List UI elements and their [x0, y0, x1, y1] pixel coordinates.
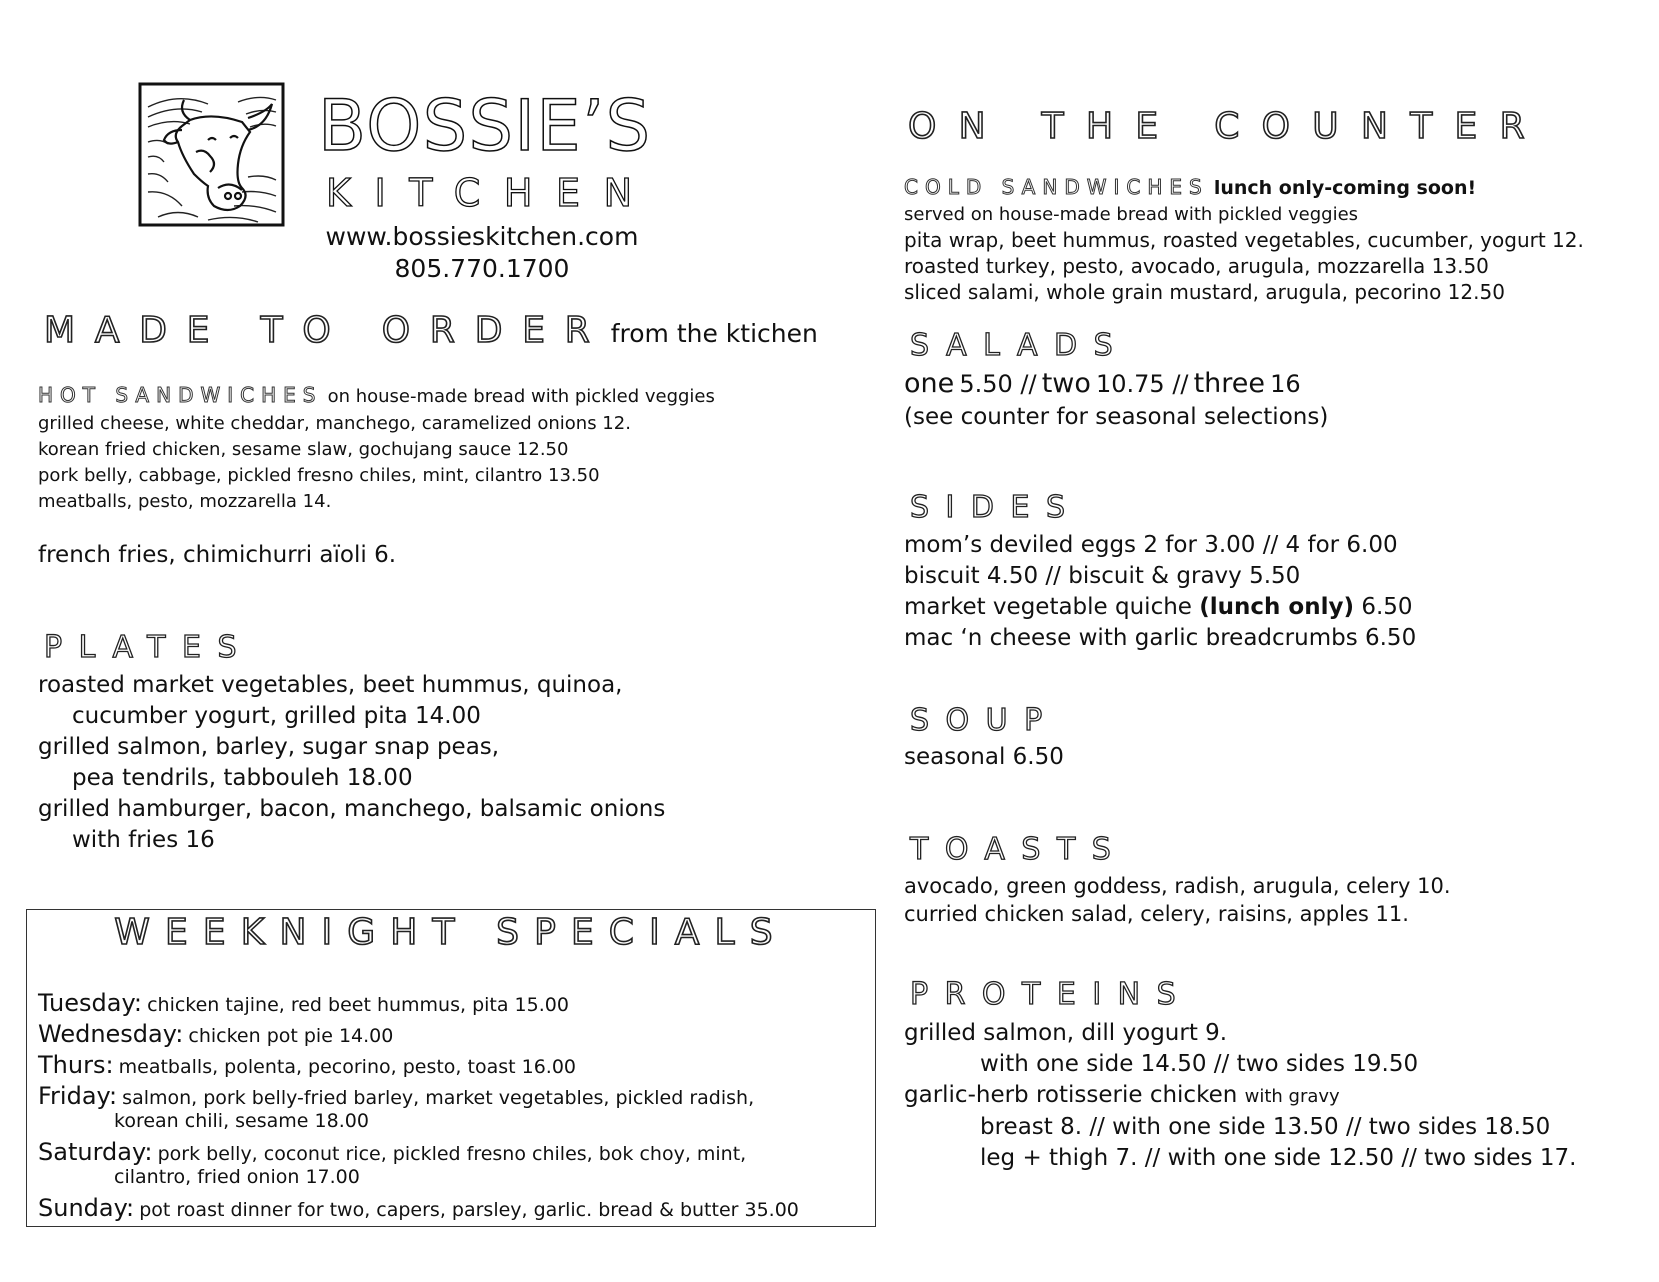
salad-two-price: 10.75 //	[1095, 370, 1189, 398]
made-to-order-heading	[44, 310, 818, 351]
day-label: Wednesday:	[38, 1020, 184, 1048]
cold-sandwiches-title: COLD SANDWICHES	[904, 175, 1209, 199]
phone-number: 805.770.1700	[394, 254, 570, 283]
list-item: avocado, green goddess, radish, arugula, celery 10.	[904, 874, 1451, 898]
cold-sandwiches-section	[904, 175, 1584, 305]
list-item	[904, 1080, 1576, 1112]
salads-section	[904, 368, 1328, 433]
special-dish: chicken tajine, red beet hummus, pita 15.00	[147, 994, 569, 1016]
made-to-order-subtitle: from the ktichen	[610, 319, 818, 348]
plates-list	[38, 670, 665, 856]
salads-title: SALADS	[910, 328, 1130, 363]
soup-title: SOUP	[910, 703, 1059, 738]
day-label: Sunday:	[38, 1194, 135, 1222]
list-item: biscuit 4.50 // biscuit & gravy 5.50	[904, 563, 1301, 589]
special-dish-cont: korean chili, sesame 18.00	[114, 1110, 369, 1132]
day-label: Thurs:	[38, 1051, 114, 1079]
salad-one-price: 5.50 //	[959, 370, 1037, 398]
on-the-counter-title: ON THE COUNTER	[908, 106, 1547, 147]
list-item: grilled cheese, white cheddar, manchego, caramelized onions 12.	[38, 413, 631, 434]
hot-sandwiches-note: on house-made bread with pickled veggies	[327, 386, 715, 407]
salad-three-price: 16	[1270, 370, 1301, 398]
soup-item: seasonal 6.50	[904, 744, 1064, 770]
special-dish: chicken pot pie 14.00	[188, 1025, 394, 1047]
sides-section	[904, 530, 1416, 654]
quiche-label: market vegetable quiche	[904, 594, 1192, 620]
list-item	[904, 592, 1416, 623]
list-item: sliced salami, whole grain mustard, arugula, pecorino 12.50	[904, 280, 1505, 304]
brand-name: BOSSIE’S	[318, 85, 652, 167]
hot-sandwiches-section	[38, 383, 715, 515]
proteins-section	[904, 1018, 1576, 1174]
brand-sub: KITCHEN	[326, 171, 656, 215]
cold-sandwiches-sub: served on house-made bread with pickled veggies	[904, 204, 1359, 225]
list-item: roasted market vegetables, beet hummus, quinoa,	[38, 672, 623, 698]
list-item: pita wrap, beet hummus, roasted vegetables, cucumber, yogurt 12.	[904, 228, 1584, 252]
sides-title: SIDES	[910, 490, 1082, 525]
list-item: roasted turkey, pesto, avocado, arugula, mozzarella 13.50	[904, 254, 1489, 278]
list-item: grilled salmon, barley, sugar snap peas,	[38, 734, 500, 760]
made-to-order-title: MADE TO ORDER	[44, 310, 610, 351]
list-item: breast 8. // with one side 13.50 // two sides 18.50	[980, 1114, 1551, 1140]
quiche-note: (lunch only)	[1199, 594, 1354, 620]
day-label: Tuesday:	[38, 989, 142, 1017]
plates-title: PLATES	[44, 630, 254, 665]
hot-sandwiches-title: HOT SANDWICHES	[38, 383, 323, 407]
list-item: curried chicken salad, celery, raisins, apples 11.	[904, 902, 1409, 926]
day-label: Saturday:	[38, 1138, 153, 1166]
cold-sandwiches-note: lunch only-coming soon!	[1213, 177, 1477, 199]
toasts-title: TOASTS	[910, 832, 1128, 867]
special-dish: pot roast dinner for two, capers, parsley, garlic. bread & butter 35.00	[139, 1199, 799, 1221]
toasts-section	[904, 872, 1451, 928]
list-item: leg + thigh 7. // with one side 12.50 // two sides 17.	[980, 1145, 1577, 1171]
list-item: mac ‘n cheese with garlic breadcrumbs 6.50	[904, 625, 1417, 651]
list-item: mom’s deviled eggs 2 for 3.00 // 4 for 6.00	[904, 532, 1398, 558]
list-item: grilled hamburger, bacon, manchego, balsamic onions	[38, 796, 666, 822]
list-item: korean fried chicken, sesame slaw, gochujang sauce 12.50	[38, 439, 569, 460]
salad-two-label: two	[1041, 368, 1091, 399]
list-item: cucumber yogurt, grilled pita 14.00	[72, 703, 481, 729]
website-link[interactable]: www.bossieskitchen.com	[325, 222, 639, 251]
special-dish: meatballs, polenta, pecorino, pesto, toast 16.00	[118, 1056, 576, 1078]
chicken-label: garlic-herb rotisserie chicken	[904, 1082, 1238, 1108]
weeknight-specials-box	[26, 909, 876, 1227]
list-item: with one side 14.50 // two sides 19.50	[980, 1051, 1419, 1077]
chicken-note: with gravy	[1244, 1086, 1340, 1107]
special-dish: pork belly, coconut rice, pickled fresno chiles, bok choy, mint,	[157, 1143, 747, 1165]
list-item: meatballs, pesto, mozzarella 14.	[38, 491, 332, 512]
list-item: grilled salmon, dill yogurt 9.	[904, 1020, 1228, 1046]
salad-three-label: three	[1193, 368, 1266, 399]
list-item: pea tendrils, tabbouleh 18.00	[72, 765, 413, 791]
list-item: pork belly, cabbage, pickled fresno chiles, mint, cilantro 13.50	[38, 465, 600, 486]
quiche-price: 6.50	[1361, 594, 1413, 620]
day-label: Friday:	[38, 1082, 118, 1110]
weeknight-specials-title: WEEKNIGHT SPECIALS	[114, 912, 788, 953]
cow-logo-icon	[138, 82, 285, 227]
list-item: with fries 16	[72, 827, 215, 853]
special-dish: salmon, pork belly-fried barley, market vegetables, pickled radish,	[122, 1087, 755, 1109]
special-dish-cont: cilantro, fried onion 17.00	[114, 1166, 360, 1188]
salads-note: (see counter for seasonal selections)	[904, 404, 1329, 430]
proteins-title: PROTEINS	[910, 977, 1193, 1012]
salad-one-label: one	[904, 368, 955, 399]
fries-item: french fries, chimichurri aïoli 6.	[38, 542, 397, 568]
